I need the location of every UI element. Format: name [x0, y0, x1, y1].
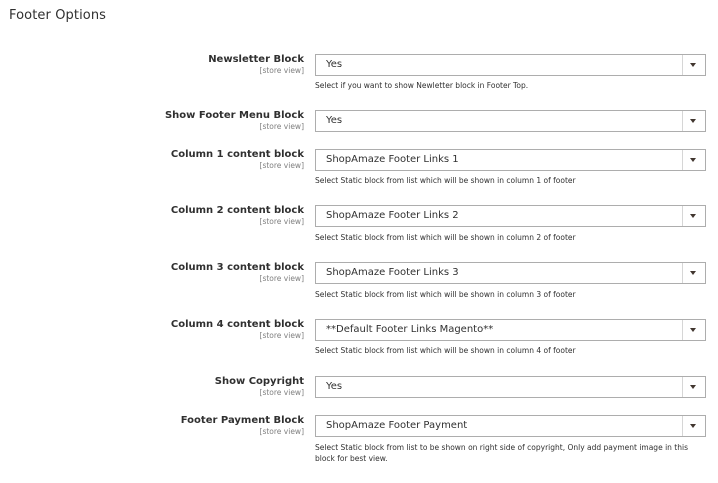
- dropdown-button[interactable]: [682, 416, 705, 436]
- scope-label: [store view]: [259, 331, 304, 340]
- select-value: **Default Footer Links Magento**: [326, 324, 494, 335]
- dropdown-button[interactable]: [682, 206, 705, 226]
- select-value: Yes: [326, 115, 343, 126]
- field-label-group: [208, 54, 304, 76]
- select-value: ShopAmaze Footer Links 2: [326, 210, 459, 221]
- field-label: Show Copyright: [214, 376, 304, 387]
- newsletter-block-select[interactable]: [315, 54, 706, 76]
- dropdown-button[interactable]: [682, 377, 705, 397]
- chevron-down-icon: [690, 214, 696, 218]
- scope-label: [store view]: [259, 274, 304, 283]
- scope-label: [store view]: [259, 161, 304, 170]
- scope-label: [store view]: [259, 217, 304, 226]
- field-label-group: [165, 110, 304, 132]
- dropdown-button[interactable]: [682, 150, 705, 170]
- field-label: Newsletter Block: [208, 54, 304, 65]
- field-label: Column 4 content block: [170, 319, 304, 330]
- select-value: ShopAmaze Footer Payment: [326, 420, 468, 431]
- field-note: Select Static block from list which will be shown in column 4 of footer: [315, 346, 576, 355]
- field-label: Column 3 content block: [170, 262, 304, 273]
- chevron-down-icon: [690, 158, 696, 162]
- dropdown-button[interactable]: [682, 263, 705, 283]
- chevron-down-icon: [690, 328, 696, 332]
- chevron-down-icon: [690, 63, 696, 67]
- dropdown-button[interactable]: [682, 111, 705, 131]
- field-label-group: [171, 319, 304, 341]
- select-value: ShopAmaze Footer Links 1: [326, 154, 459, 165]
- field-note: Select if you want to show Newletter block in Footer Top.: [315, 81, 529, 90]
- field-note: Select Static block from list which will be shown in column 2 of footer: [315, 233, 576, 242]
- chevron-down-icon: [690, 271, 696, 275]
- field-label-group: [171, 149, 304, 171]
- field-note: Select Static block from list to be shown on right side of copyright, Only add payment image in this block for best view.: [315, 443, 688, 463]
- dropdown-button[interactable]: [682, 55, 705, 75]
- field-label-group: [171, 205, 304, 227]
- field-label: Column 2 content block: [170, 205, 304, 216]
- field-label-group: [181, 415, 304, 437]
- chevron-down-icon: [690, 424, 696, 428]
- field-label: Show Footer Menu Block: [164, 110, 304, 121]
- column-4-content-block-select[interactable]: [315, 319, 706, 341]
- section-title: Footer Options: [9, 8, 107, 23]
- column-1-content-block-select[interactable]: [315, 149, 706, 171]
- field-note: Select Static block from list which will be shown in column 3 of footer: [315, 290, 576, 299]
- select-value: Yes: [326, 59, 343, 70]
- chevron-down-icon: [690, 385, 696, 389]
- field-note: Select Static block from list which will be shown in column 1 of footer: [315, 176, 576, 185]
- footer-payment-block-select[interactable]: [315, 415, 706, 437]
- show-footer-menu-block-select[interactable]: [315, 110, 706, 132]
- field-label-group: [171, 262, 304, 284]
- column-2-content-block-select[interactable]: [315, 205, 706, 227]
- scope-label: [store view]: [259, 388, 304, 397]
- scope-label: [store view]: [259, 66, 304, 75]
- show-copyright-select[interactable]: [315, 376, 706, 398]
- field-label: Column 1 content block: [170, 149, 304, 160]
- field-label-group: [215, 376, 304, 398]
- select-value: Yes: [326, 381, 343, 392]
- scope-label: [store view]: [259, 427, 304, 436]
- scope-label: [store view]: [259, 122, 304, 131]
- dropdown-button[interactable]: [682, 320, 705, 340]
- select-value: ShopAmaze Footer Links 3: [326, 267, 459, 278]
- field-label: Footer Payment Block: [180, 415, 304, 426]
- chevron-down-icon: [690, 119, 696, 123]
- column-3-content-block-select[interactable]: [315, 262, 706, 284]
